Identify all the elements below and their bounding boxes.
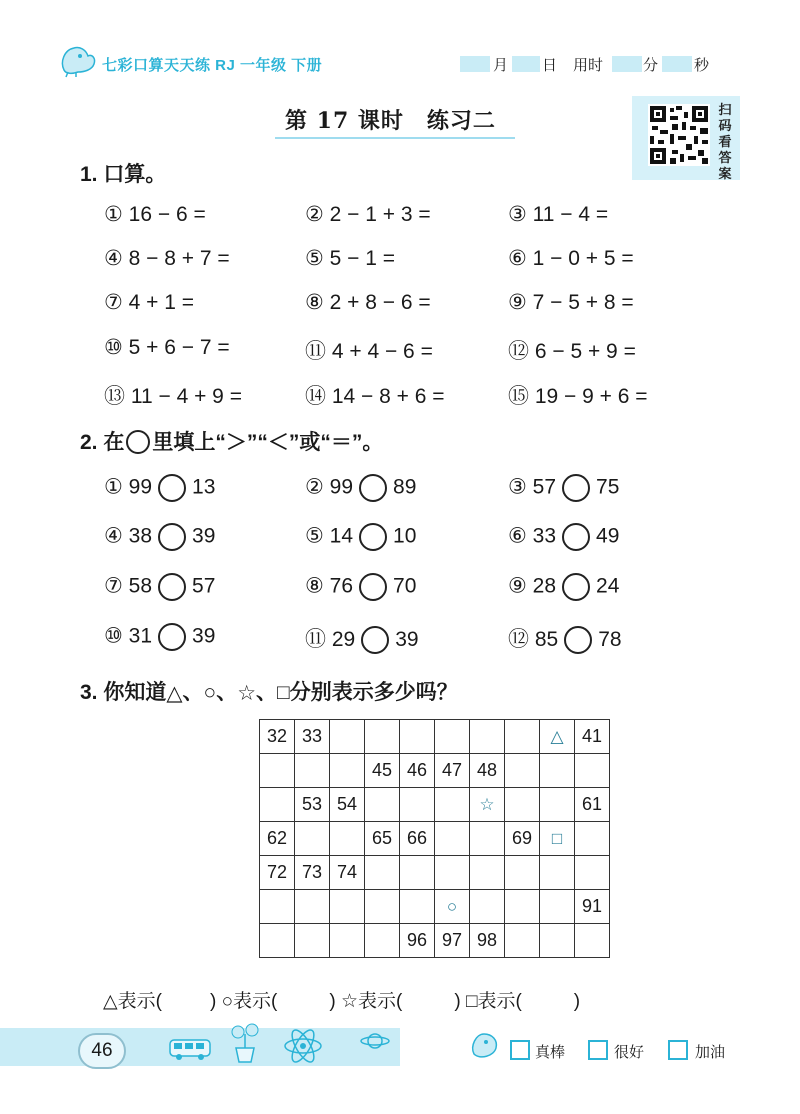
square-icon: □ [465,991,478,1012]
grid-cell: ○ [435,890,470,924]
q2-item: ⑤ 14 10 [305,523,416,551]
month-blank[interactable] [460,56,490,72]
triangle-icon: △ [166,681,183,705]
triangle-icon: △ [103,991,118,1012]
second-label: 秒 [694,57,710,74]
grid-cell: 41 [575,720,610,754]
grid-cell-empty [260,754,295,788]
question-2-title: 2. 在 里填上“＞”“＜”或“＝”。 [80,431,384,454]
q1-item: ⑩ 5 + 6 − 7 = [104,336,230,359]
mascot-logo-icon [56,40,98,78]
grid-cell: 98 [470,924,505,958]
grid-cell-empty [575,754,610,788]
square-icon: □ [277,681,290,705]
answer-circle[interactable] [361,626,389,654]
grid-cell-empty [505,754,540,788]
second-blank[interactable] [662,56,692,72]
grid-cell-empty [295,890,330,924]
grid-cell-empty [470,856,505,890]
scan-for-answers-label: 扫 码 看 答 案 [718,102,732,181]
grid-cell-empty [540,788,575,822]
grid-cell-empty [330,720,365,754]
day-blank[interactable] [512,56,540,72]
grid-cell: 46 [400,754,435,788]
answer-circle[interactable] [158,623,186,651]
grid-cell-empty [330,822,365,856]
grid-cell-empty [505,856,540,890]
grid-cell: 47 [435,754,470,788]
answer-circle[interactable] [562,573,590,601]
q1-item: ⑦ 4 + 1 = [104,291,195,314]
answer-line: △表示( ) ○表示( ) ☆表示( ) □表示( ) [103,991,581,1012]
q1-item: ⑥ 1 − 0 + 5 = [508,247,634,270]
q2-item: ⑧ 76 70 [305,573,416,601]
q2-item: ② 99 89 [305,474,416,502]
grid-cell-empty [295,754,330,788]
grid-cell-empty [400,720,435,754]
grid-row [260,822,610,856]
answer-circle[interactable] [359,523,387,551]
star-icon: ☆ [237,681,257,705]
grid-cell-empty [470,822,505,856]
q1-item: ⑫ 6 − 5 + 9 = [508,340,636,363]
grid-cell-empty [575,856,610,890]
q1-item: ① 16 − 6 = [104,203,206,226]
grid-row [260,856,610,890]
grid-cell-empty [540,924,575,958]
grid-cell: 53 [295,788,330,822]
grid-cell-empty [260,924,295,958]
grid-cell-empty [400,856,435,890]
grid-cell-empty [365,720,400,754]
q1-item: ⑧ 2 + 8 − 6 = [305,291,431,314]
q1-item: ③ 11 − 4 = [508,203,609,226]
grid-row [260,924,610,958]
grid-cell-empty [505,788,540,822]
grid-cell-empty [505,720,540,754]
grid-cell-empty [470,720,505,754]
grid-cell: 73 [295,856,330,890]
bus-icon [168,1036,212,1062]
grid-cell: 72 [260,856,295,890]
answer-circle[interactable] [359,573,387,601]
grid-cell-empty [295,924,330,958]
circle-shape-icon: ○ [221,991,234,1012]
grid-cell-empty [540,754,575,788]
q1-item: ⑮ 19 − 9 + 6 = [508,385,648,408]
grid-cell-empty [400,788,435,822]
grid-cell: 61 [575,788,610,822]
mascot-small-icon [468,1028,502,1062]
planet-icon [360,1028,390,1054]
q2-item: ① 99 13 [104,474,215,502]
circle-icon [126,430,150,454]
rating-checkbox-good[interactable] [588,1040,608,1060]
grid-cell-empty [365,890,400,924]
grid-row [260,788,610,822]
grid-cell-empty [540,890,575,924]
answer-circle[interactable] [562,523,590,551]
grid-cell: ☆ [470,788,505,822]
answer-circle[interactable] [158,523,186,551]
grid-cell: 69 [505,822,540,856]
q1-item: ④ 8 − 8 + 7 = [104,247,230,270]
q1-item: ⑨ 7 − 5 + 8 = [508,291,634,314]
q2-item: ④ 38 39 [104,523,215,551]
rating-checkbox-great[interactable] [510,1040,530,1060]
grid-row [260,890,610,924]
grid-cell-empty [400,890,435,924]
grid-cell: 91 [575,890,610,924]
grid-cell-empty [505,890,540,924]
lesson-title: 第 17 课时 练习二 [285,108,496,134]
rating-label-good: 很好 [614,1044,645,1061]
answer-circle[interactable] [562,474,590,502]
grid-cell: 54 [330,788,365,822]
grid-cell-empty [435,856,470,890]
answer-circle[interactable] [564,626,592,654]
grid-cell-empty [435,822,470,856]
grid-cell-empty [470,890,505,924]
grid-cell-empty [365,856,400,890]
q2-item: ⑩ 31 39 [104,623,215,651]
q1-item: ⑬ 11 − 4 + 9 = [104,385,242,408]
grid-cell-empty [295,822,330,856]
q2-item: ⑨ 28 24 [508,573,619,601]
grid-cell-empty [575,822,610,856]
grid-cell-empty [330,890,365,924]
answer-circle[interactable] [158,573,186,601]
q2-item: ⑥ 33 49 [508,523,619,551]
day-label: 日 [542,57,558,74]
atom-icon [282,1026,324,1066]
grid-cell: 97 [435,924,470,958]
grid-cell: 74 [330,856,365,890]
q2-item: ⑦ 58 57 [104,573,215,601]
q1-item: ② 2 − 1 + 3 = [305,203,431,226]
rating-label-great: 真棒 [535,1044,566,1061]
time-used-label: 用时 [573,57,604,74]
q1-item: ⑤ 5 − 1 = [305,247,396,270]
grid-cell-empty [505,924,540,958]
grid-cell: 32 [260,720,295,754]
grid-cell: 96 [400,924,435,958]
q2-item: ⑫ 85 78 [508,623,622,654]
circle-shape-icon: ○ [203,681,217,705]
grid-cell-empty [575,924,610,958]
grid-cell: 65 [365,822,400,856]
grid-cell: 45 [365,754,400,788]
rating-label-keep-going: 加油 [695,1044,726,1061]
rating-checkbox-keep-going[interactable] [668,1040,688,1060]
page-number: 46 [78,1033,126,1069]
q1-item: ⑭ 14 − 8 + 6 = [305,385,445,408]
grid-cell: 62 [260,822,295,856]
q2-item: ⑪ 29 39 [305,623,419,654]
question-1-title: 1. 口算。 [80,163,167,186]
number-grid [259,719,610,958]
grid-cell-empty [435,788,470,822]
question-3-title: 3. 你知道△、○、☆、□分别表示多少吗？ [80,681,458,705]
grid-cell: 48 [470,754,505,788]
grid-cell: △ [540,720,575,754]
grid-cell-empty [330,924,365,958]
grid-cell-empty [260,788,295,822]
grid-cell-empty [365,788,400,822]
grid-cell-empty [330,754,365,788]
grid-cell: □ [540,822,575,856]
star-icon: ☆ [340,991,359,1012]
qr-code-icon[interactable] [648,104,710,166]
minute-label: 分 [643,57,659,74]
grid-cell: 33 [295,720,330,754]
month-label: 月 [493,57,509,74]
title-underline [275,137,515,139]
book-title: 七彩口算天天练 RJ 一年级 下册 [102,57,323,74]
grid-row [260,754,610,788]
answer-circle[interactable] [158,474,186,502]
grid-cell: 66 [400,822,435,856]
answer-circle[interactable] [359,474,387,502]
grid-cell-empty [435,720,470,754]
grid-cell-empty [365,924,400,958]
minute-blank[interactable] [612,56,642,72]
q2-item: ③ 57 75 [508,474,619,502]
q1-item: ⑪ 4 + 4 − 6 = [305,340,433,363]
grid-cell-empty [260,890,295,924]
grid-cell-empty [540,856,575,890]
flower-pot-icon [228,1022,262,1064]
grid-row [260,720,610,754]
